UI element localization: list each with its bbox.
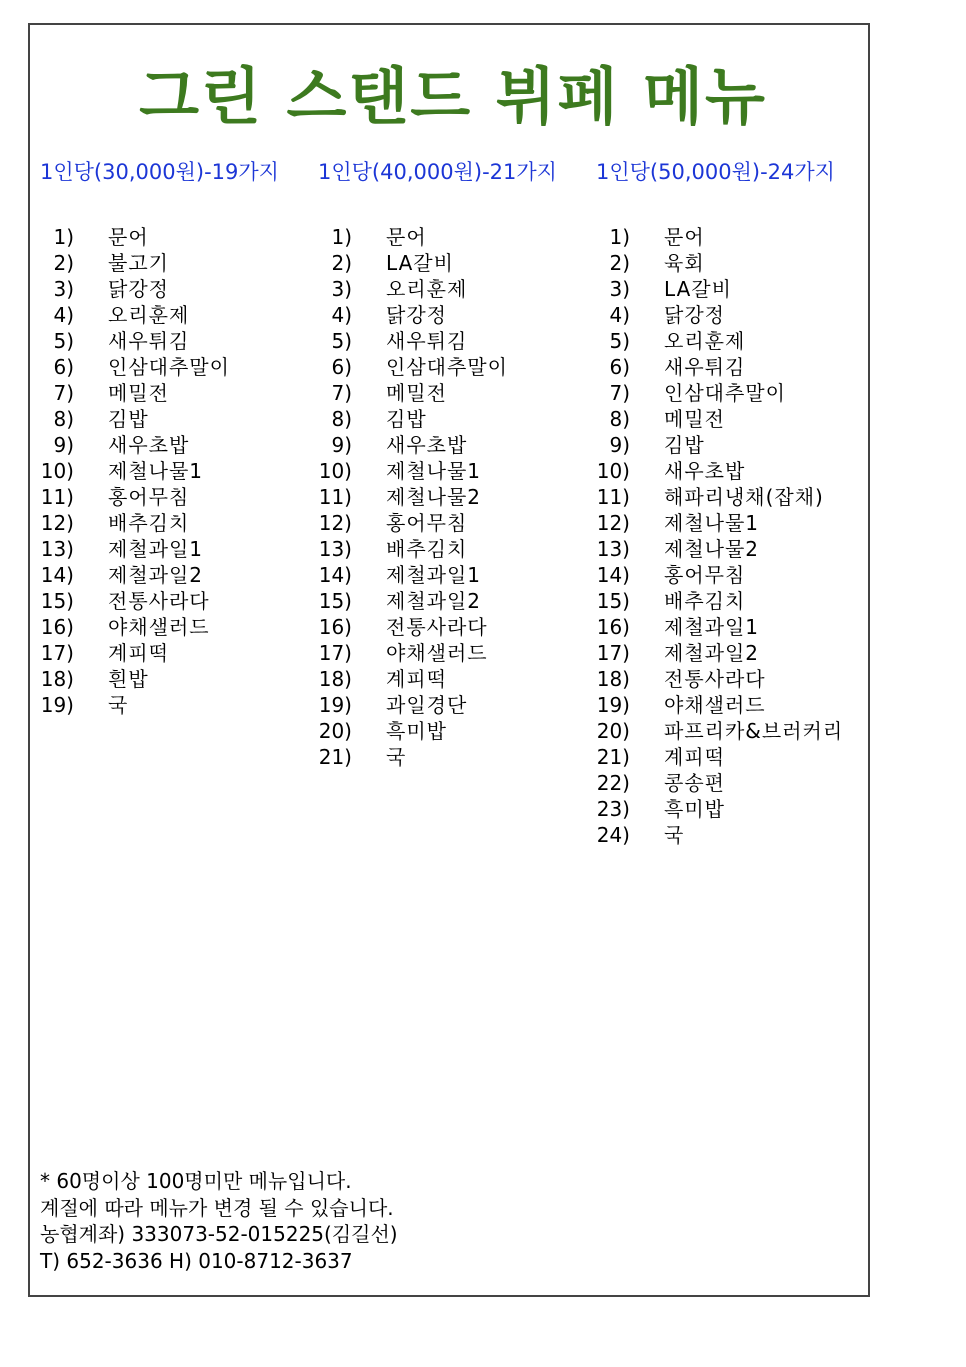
note-line: 농협계좌) 333073-52-015225(김길선) — [40, 1222, 398, 1246]
menu-item — [40, 510, 330, 536]
item-number: 18) — [596, 667, 630, 691]
item-name: 육회 — [664, 251, 705, 275]
menu-item — [318, 536, 608, 562]
item-number: 18) — [318, 667, 352, 691]
note-line: * 60명이상 100명미만 메뉴입니다. — [40, 1169, 352, 1193]
menu-item — [318, 432, 608, 458]
menu-item — [318, 276, 608, 302]
item-name: 김밥 — [664, 433, 705, 457]
menu-item — [596, 484, 886, 510]
menu-list — [596, 224, 886, 848]
item-name: 국 — [664, 823, 685, 847]
item-name: 흑미밥 — [386, 719, 447, 743]
item-number: 7) — [609, 381, 630, 405]
menu-list — [40, 224, 330, 718]
item-number: 1) — [53, 225, 74, 249]
item-number: 21) — [596, 745, 630, 769]
item-name: 홍어무침 — [664, 563, 746, 587]
menu-item — [596, 692, 886, 718]
item-name: 불고기 — [108, 251, 169, 275]
item-number: 15) — [596, 589, 630, 613]
item-name: 국 — [386, 745, 407, 769]
item-number: 3) — [53, 277, 74, 301]
menu-column-40000 — [318, 158, 608, 770]
item-number: 12) — [596, 511, 630, 535]
item-number: 9) — [609, 433, 630, 457]
item-name: 흑미밥 — [664, 797, 725, 821]
menu-item — [318, 224, 608, 250]
menu-item — [596, 276, 886, 302]
item-number: 18) — [40, 667, 74, 691]
menu-item — [40, 432, 330, 458]
menu-item — [40, 562, 330, 588]
item-name: 제철과일2 — [108, 563, 204, 587]
item-number: 20) — [318, 719, 352, 743]
item-number: 3) — [331, 277, 352, 301]
item-name: 흰밥 — [108, 667, 149, 691]
item-number: 13) — [318, 537, 352, 561]
menu-item — [40, 380, 330, 406]
item-number: 13) — [596, 537, 630, 561]
menu-item — [40, 458, 330, 484]
menu-item — [40, 484, 330, 510]
item-number: 2) — [609, 251, 630, 275]
item-number: 23) — [596, 797, 630, 821]
item-name: 인삼대추말이 — [108, 355, 230, 379]
menu-column-50000 — [596, 158, 886, 848]
item-name: 닭강정 — [664, 303, 725, 327]
menu-item — [40, 692, 330, 718]
menu-item — [40, 354, 330, 380]
menu-item — [40, 276, 330, 302]
item-number: 6) — [609, 355, 630, 379]
menu-item — [596, 666, 886, 692]
item-name: 새우초밥 — [386, 433, 468, 457]
item-name: 새우튀김 — [664, 355, 746, 379]
note-line: T) 652-3636 H) 010-8712-3637 — [40, 1248, 353, 1273]
item-name: 문어 — [108, 225, 149, 249]
item-name: 파프리카&브러커리 — [664, 719, 844, 743]
item-number: 6) — [53, 355, 74, 379]
item-number: 1) — [609, 225, 630, 249]
menu-item — [318, 328, 608, 354]
item-name: 전통사라다 — [386, 615, 488, 639]
menu-item — [596, 354, 886, 380]
item-number: 24) — [596, 823, 630, 847]
menu-item — [40, 302, 330, 328]
menu-column-30000 — [40, 158, 330, 718]
item-number: 16) — [40, 615, 74, 639]
item-name: 야채샐러드 — [386, 641, 488, 665]
item-name: 제철나물2 — [386, 485, 482, 509]
item-number: 14) — [318, 563, 352, 587]
menu-item — [40, 224, 330, 250]
menu-list — [318, 224, 608, 770]
item-name: 홍어무침 — [108, 485, 190, 509]
item-name: LA갈비 — [386, 251, 454, 275]
menu-item — [40, 250, 330, 276]
item-number: 7) — [53, 381, 74, 405]
item-number: 1) — [331, 225, 352, 249]
item-number: 10) — [318, 459, 352, 483]
item-name: 제철과일2 — [386, 589, 482, 613]
item-number: 2) — [331, 251, 352, 275]
item-name: 전통사라다 — [108, 589, 210, 613]
item-name: 해파리냉채(잡채) — [664, 485, 824, 509]
item-number: 12) — [318, 511, 352, 535]
item-number: 4) — [331, 303, 352, 327]
item-name: 국 — [108, 693, 129, 717]
menu-item — [596, 302, 886, 328]
item-number: 3) — [609, 277, 630, 301]
menu-item — [596, 380, 886, 406]
item-number: 10) — [40, 459, 74, 483]
item-name: 닭강정 — [386, 303, 447, 327]
item-number: 11) — [318, 485, 352, 509]
menu-item — [596, 406, 886, 432]
item-name: LA갈비 — [664, 277, 732, 301]
footer-notes — [40, 1168, 398, 1274]
menu-item — [40, 666, 330, 692]
item-number: 16) — [318, 615, 352, 639]
item-name: 배추김치 — [664, 589, 746, 613]
item-number: 14) — [40, 563, 74, 587]
item-name: 계피떡 — [108, 641, 169, 665]
item-name: 새우초밥 — [108, 433, 190, 457]
item-number: 15) — [318, 589, 352, 613]
item-name: 메밀전 — [108, 381, 169, 405]
menu-item — [596, 822, 886, 848]
item-number: 19) — [318, 693, 352, 717]
menu-item — [40, 640, 330, 666]
item-number: 22) — [596, 771, 630, 795]
item-number: 2) — [53, 251, 74, 275]
menu-item — [596, 588, 886, 614]
menu-item — [596, 250, 886, 276]
item-number: 15) — [40, 589, 74, 613]
menu-item — [596, 458, 886, 484]
item-name: 전통사라다 — [664, 667, 766, 691]
item-name: 제철나물1 — [108, 459, 204, 483]
item-name: 인삼대추말이 — [664, 381, 786, 405]
menu-item — [318, 692, 608, 718]
menu-item — [318, 302, 608, 328]
item-number: 11) — [40, 485, 74, 509]
column-heading: 1인당(40,000원)-21가지 — [318, 160, 557, 184]
item-number: 11) — [596, 485, 630, 509]
menu-item — [596, 536, 886, 562]
menu-item — [318, 380, 608, 406]
menu-item — [318, 640, 608, 666]
page-title: 그린 스탠드 뷔페 메뉴 — [139, 60, 767, 133]
menu-item — [596, 640, 886, 666]
item-name: 배추김치 — [386, 537, 468, 561]
item-number: 19) — [40, 693, 74, 717]
menu-item — [596, 328, 886, 354]
menu-item — [318, 458, 608, 484]
item-number: 7) — [331, 381, 352, 405]
menu-item — [596, 796, 886, 822]
item-number: 4) — [609, 303, 630, 327]
column-heading: 1인당(50,000원)-24가지 — [596, 160, 835, 184]
item-number: 8) — [53, 407, 74, 431]
item-name: 제철과일2 — [664, 641, 760, 665]
item-number: 19) — [596, 693, 630, 717]
item-name: 홍어무침 — [386, 511, 468, 535]
item-name: 김밥 — [386, 407, 427, 431]
menu-item — [596, 224, 886, 250]
menu-item — [318, 744, 608, 770]
menu-item — [40, 328, 330, 354]
item-number: 9) — [53, 433, 74, 457]
item-number: 16) — [596, 615, 630, 639]
item-name: 문어 — [386, 225, 427, 249]
item-number: 6) — [331, 355, 352, 379]
item-number: 10) — [596, 459, 630, 483]
item-name: 메밀전 — [386, 381, 447, 405]
item-name: 제철나물1 — [664, 511, 760, 535]
item-name: 문어 — [664, 225, 705, 249]
menu-item — [596, 614, 886, 640]
menu-item — [318, 614, 608, 640]
item-name: 계피떡 — [386, 667, 447, 691]
item-number: 17) — [596, 641, 630, 665]
item-name: 콩송편 — [664, 771, 725, 795]
item-number: 13) — [40, 537, 74, 561]
item-name: 제철과일1 — [386, 563, 482, 587]
menu-item — [596, 744, 886, 770]
menu-item — [596, 562, 886, 588]
item-name: 새우튀김 — [386, 329, 468, 353]
item-name: 오리훈제 — [386, 277, 468, 301]
menu-item — [40, 588, 330, 614]
item-number: 17) — [318, 641, 352, 665]
item-name: 김밥 — [108, 407, 149, 431]
menu-item — [318, 250, 608, 276]
item-number: 4) — [53, 303, 74, 327]
menu-item — [318, 484, 608, 510]
item-number: 14) — [596, 563, 630, 587]
item-name: 새우초밥 — [664, 459, 746, 483]
item-name: 제철나물1 — [386, 459, 482, 483]
item-name: 메밀전 — [664, 407, 725, 431]
item-name: 배추김치 — [108, 511, 190, 535]
menu-item — [318, 562, 608, 588]
menu-item — [40, 536, 330, 562]
menu-item — [318, 354, 608, 380]
item-number: 8) — [609, 407, 630, 431]
item-number: 8) — [331, 407, 352, 431]
item-name: 새우튀김 — [108, 329, 190, 353]
menu-item — [596, 432, 886, 458]
menu-item — [596, 770, 886, 796]
item-number: 21) — [318, 745, 352, 769]
item-number: 5) — [609, 329, 630, 353]
item-name: 닭강정 — [108, 277, 169, 301]
item-number: 20) — [596, 719, 630, 743]
item-name: 오리훈제 — [108, 303, 190, 327]
menu-item — [596, 510, 886, 536]
menu-item — [318, 718, 608, 744]
item-name: 오리훈제 — [664, 329, 746, 353]
menu-item — [596, 718, 886, 744]
item-name: 야채샐러드 — [108, 615, 210, 639]
menu-item — [318, 588, 608, 614]
note-line: 계절에 따라 메뉴가 변경 될 수 있습니다. — [40, 1195, 394, 1220]
menu-item — [40, 614, 330, 640]
item-number: 9) — [331, 433, 352, 457]
item-number: 5) — [331, 329, 352, 353]
menu-item — [318, 666, 608, 692]
item-number: 5) — [53, 329, 74, 353]
item-number: 17) — [40, 641, 74, 665]
column-heading: 1인당(30,000원)-19가지 — [40, 160, 279, 184]
item-name: 제철과일1 — [108, 537, 204, 561]
item-name: 인삼대추말이 — [386, 355, 508, 379]
item-number: 12) — [40, 511, 74, 535]
item-name: 제철과일1 — [664, 615, 760, 639]
menu-item — [40, 406, 330, 432]
item-name: 야채샐러드 — [664, 693, 766, 717]
item-name: 제철나물2 — [664, 537, 760, 561]
item-name: 과일경단 — [386, 693, 468, 717]
menu-item — [318, 510, 608, 536]
item-name: 계피떡 — [664, 745, 725, 769]
menu-item — [318, 406, 608, 432]
